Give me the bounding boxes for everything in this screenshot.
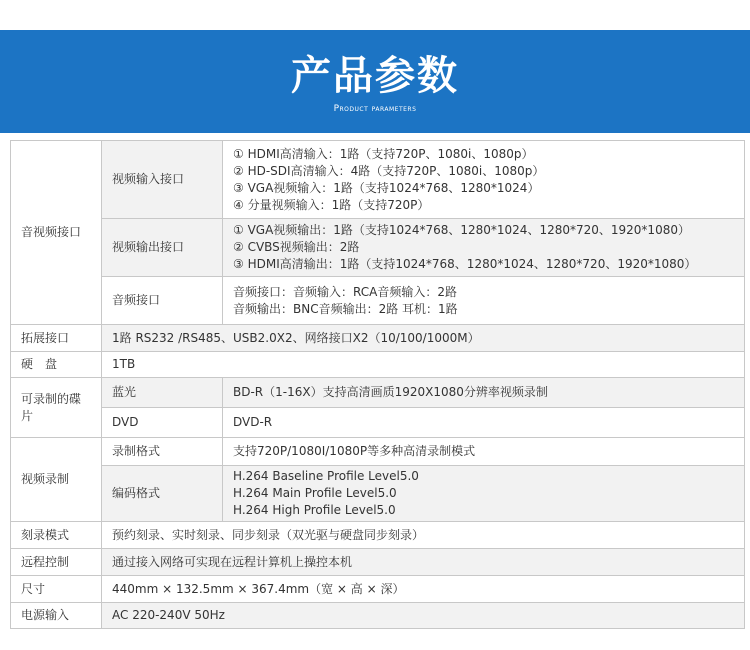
row-record-format [11, 438, 745, 466]
row-remote [11, 549, 745, 576]
row-size [11, 576, 745, 603]
header-banner [0, 30, 750, 133]
video-in-line: ① HDMI高清输入：1路（支持720P、1080i、1080p） [233, 146, 534, 161]
value-remote: 通过接入网络可实现在远程计算机上操控本机 [102, 549, 745, 576]
audio-line: 音频输出：BNC音频输出：2路 耳机：1路 [233, 301, 458, 316]
label-expansion: 拓展接口 [11, 325, 102, 352]
video-in-line: ③ VGA视频输入：1路（支持1024*768、1280*1024） [233, 180, 540, 195]
value-power: AC 220-240V 50Hz [102, 603, 745, 629]
page-title: 产品参数 [291, 53, 459, 99]
label-audio: 音频接口 [102, 277, 223, 325]
row-video-in [11, 141, 745, 219]
row-bluray [11, 378, 745, 408]
video-out-line: ① VGA视频输出：1路（支持1024*768、1280*1024、1280*720、1920*1080） [233, 223, 690, 237]
row-expansion [11, 325, 745, 352]
value-size: 440mm × 132.5mm × 367.4mm（宽 × 高 × 深） [102, 576, 745, 603]
video-in-line: ④ 分量视频输入：1路（支持720P） [233, 197, 430, 212]
label-power: 电源输入 [11, 603, 102, 629]
row-codec [11, 466, 745, 522]
label-burn-mode: 刻录模式 [11, 522, 102, 549]
value-codec [223, 466, 745, 522]
label-recording: 视频录制 [11, 438, 102, 522]
value-bluray: BD-R（1-16X）支持高清画质1920X1080分辨率视频录制 [223, 378, 745, 408]
codec-line: H.264 High Profile Level5.0 [233, 503, 396, 517]
label-record-format: 录制格式 [102, 438, 223, 466]
label-media: 可录制的碟片 [11, 378, 102, 438]
value-expansion: 1路 RS232 /RS485、USB2.0X2、网络接口X2（10/100/1000M） [102, 325, 745, 352]
video-out-line: ② CVBS视频输出：2路 [233, 240, 360, 254]
label-av: 音视频接口 [11, 141, 102, 325]
audio-line: 音频接口：音频输入：RCA音频输入：2路 [233, 284, 457, 299]
page-subtitle: Product parameters [333, 104, 417, 114]
spec-table [10, 140, 745, 629]
value-dvd: DVD-R [223, 408, 745, 438]
value-audio [223, 277, 745, 325]
value-video-in [223, 141, 745, 219]
label-codec: 编码格式 [102, 466, 223, 522]
value-burn-mode: 预约刻录、实时刻录、同步刻录（双光驱与硬盘同步刻录） [102, 522, 745, 549]
label-disk: 硬 盘 [11, 352, 102, 378]
label-bluray: 蓝光 [102, 378, 223, 408]
row-video-out [11, 219, 745, 277]
label-video-out: 视频输出接口 [102, 219, 223, 277]
value-record-format: 支持720P/1080I/1080P等多种高清录制模式 [223, 438, 745, 466]
video-in-line: ② HD-SDI高清输入：4路（支持720P、1080i、1080p） [233, 163, 545, 178]
row-burn-mode [11, 522, 745, 549]
value-disk: 1TB [102, 352, 745, 378]
value-video-out [223, 219, 745, 277]
label-remote: 远程控制 [11, 549, 102, 576]
codec-line: H.264 Main Profile Level5.0 [233, 486, 397, 500]
row-disk [11, 352, 745, 378]
label-video-in: 视频输入接口 [102, 141, 223, 219]
label-size: 尺寸 [11, 576, 102, 603]
row-audio [11, 277, 745, 325]
label-dvd: DVD [102, 408, 223, 438]
row-power [11, 603, 745, 629]
codec-line: H.264 Baseline Profile Level5.0 [233, 469, 419, 483]
video-out-line: ③ HDMI高清输出：1路（支持1024*768、1280*1024、1280*720、1920*1080） [233, 257, 697, 271]
row-dvd [11, 408, 745, 438]
